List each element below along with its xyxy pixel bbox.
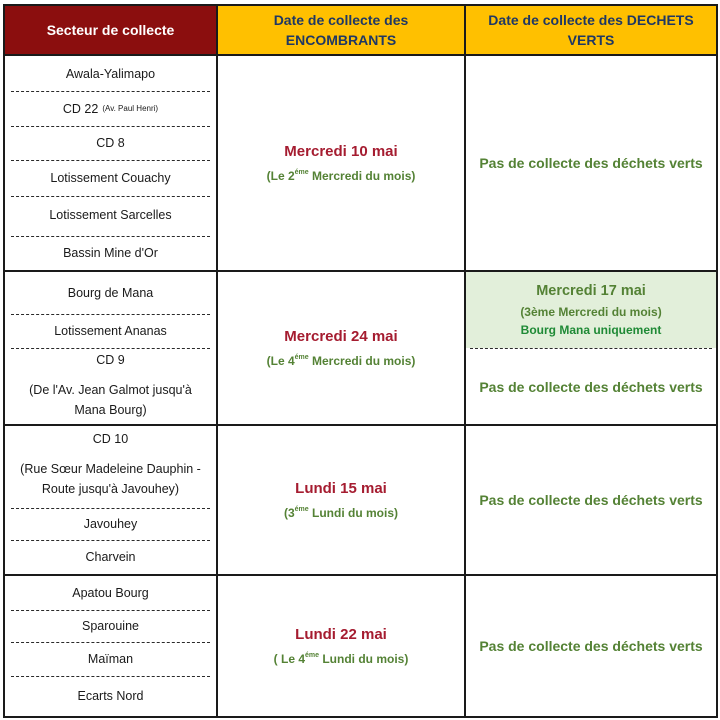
header-sector <box>3 4 218 56</box>
group-3-dechets-verts <box>464 424 718 576</box>
encombrants-note: ( Le $4^{éme}$ Lundi du mois) <box>273 651 409 666</box>
sector-cell <box>5 236 216 270</box>
sector-cell <box>5 676 216 716</box>
sector-sub-label: (De l'Av. Jean Galmot jusqu'à Mana Bourg) <box>29 383 192 417</box>
sector-cell <box>5 126 216 160</box>
group-4-sectors <box>3 574 218 718</box>
header-encombrants-label: Date de collecte des ENCOMBRANTS <box>273 12 409 48</box>
sector-label: Lotissement Ananas <box>54 324 167 338</box>
sector-label: Bourg de Mana <box>67 286 154 300</box>
sector-cell <box>5 508 216 540</box>
special-collection-date: Mercredi 17 mai <box>536 283 646 299</box>
encombrants-note: (Le $4^{éme}$ Mercredi du mois) <box>266 353 416 368</box>
sector-cell <box>5 160 216 196</box>
encombrants-note: ($3^{éme}$ Lundi du mois) <box>283 505 398 520</box>
sector-sub-label: (Av. Paul Henri) <box>102 104 159 113</box>
sector-label: Lotissement Couachy <box>50 171 171 185</box>
sector-cell <box>5 426 216 508</box>
sector-label: Awala-Yalimapo <box>65 67 156 81</box>
sector-label: Javouhey <box>83 517 138 531</box>
special-collection-scope: Bourg Mana uniquement <box>520 323 662 337</box>
sector-cell <box>5 540 216 574</box>
group-2-dechets-verts <box>464 270 718 426</box>
group-4-encombrants <box>216 574 466 718</box>
encombrants-note: (Le $2^{éme}$ Mercredi du mois) <box>266 168 416 183</box>
sector-label: CD 10 <box>92 432 129 446</box>
encombrants-date: Mercredi 10 mai <box>284 142 398 160</box>
sector-label: Sparouine <box>82 619 139 633</box>
group-1-dechets-verts <box>464 54 718 272</box>
sector-label: Apatou Bourg <box>72 586 149 600</box>
sector-cell <box>5 610 216 642</box>
sector-label: CD 8 <box>96 136 125 150</box>
sector-cell <box>5 196 216 234</box>
sector-cell <box>5 56 216 92</box>
group-1-sectors <box>3 54 218 272</box>
sector-label: CD 22 <box>62 102 99 116</box>
sector-cell <box>5 642 216 676</box>
sector-cell <box>5 92 216 126</box>
special-collection-box <box>466 272 716 348</box>
header-sector-label: Secteur de collecte <box>46 22 175 38</box>
sector-cell <box>5 272 216 314</box>
sector-label: Ecarts Nord <box>77 689 144 703</box>
header-dechets-verts <box>464 4 718 56</box>
group-1-encombrants <box>216 54 466 272</box>
sector-label: Lotissement Sarcelles <box>49 208 172 222</box>
no-collection-text: Pas de collecte des déchets verts <box>479 638 703 654</box>
encombrants-date: Mercredi 24 mai <box>284 327 398 345</box>
header-encombrants <box>216 4 466 56</box>
no-collection-cell <box>466 349 716 424</box>
sector-label: Maïman <box>87 652 134 666</box>
no-collection-text: Pas de collecte des déchets verts <box>479 155 703 171</box>
sector-cell <box>5 314 216 348</box>
group-2-encombrants <box>216 270 466 426</box>
encombrants-date: Lundi 15 mai <box>295 479 387 497</box>
sector-cell <box>5 576 216 610</box>
sector-label: Charvein <box>85 550 136 564</box>
group-2-sectors <box>3 270 218 426</box>
header-dechets-verts-label: Date de collecte des DECHETS VERTS <box>488 12 694 48</box>
sector-sub-label: (Rue Sœur Madeleine Dauphin - Route jusqu'à Javouhey) <box>20 462 201 496</box>
encombrants-date: Lundi 22 mai <box>295 625 387 643</box>
special-collection-note: (3ème Mercredi du mois) <box>520 305 662 319</box>
sector-label: Bassin Mine d'Or <box>63 246 158 260</box>
sector-label: CD 9 <box>96 353 125 367</box>
group-4-dechets-verts <box>464 574 718 718</box>
sector-cell <box>5 348 216 424</box>
no-collection-text: Pas de collecte des déchets verts <box>479 378 703 395</box>
no-collection-text: Pas de collecte des déchets verts <box>479 492 703 508</box>
group-3-sectors <box>3 424 218 576</box>
group-3-encombrants <box>216 424 466 576</box>
